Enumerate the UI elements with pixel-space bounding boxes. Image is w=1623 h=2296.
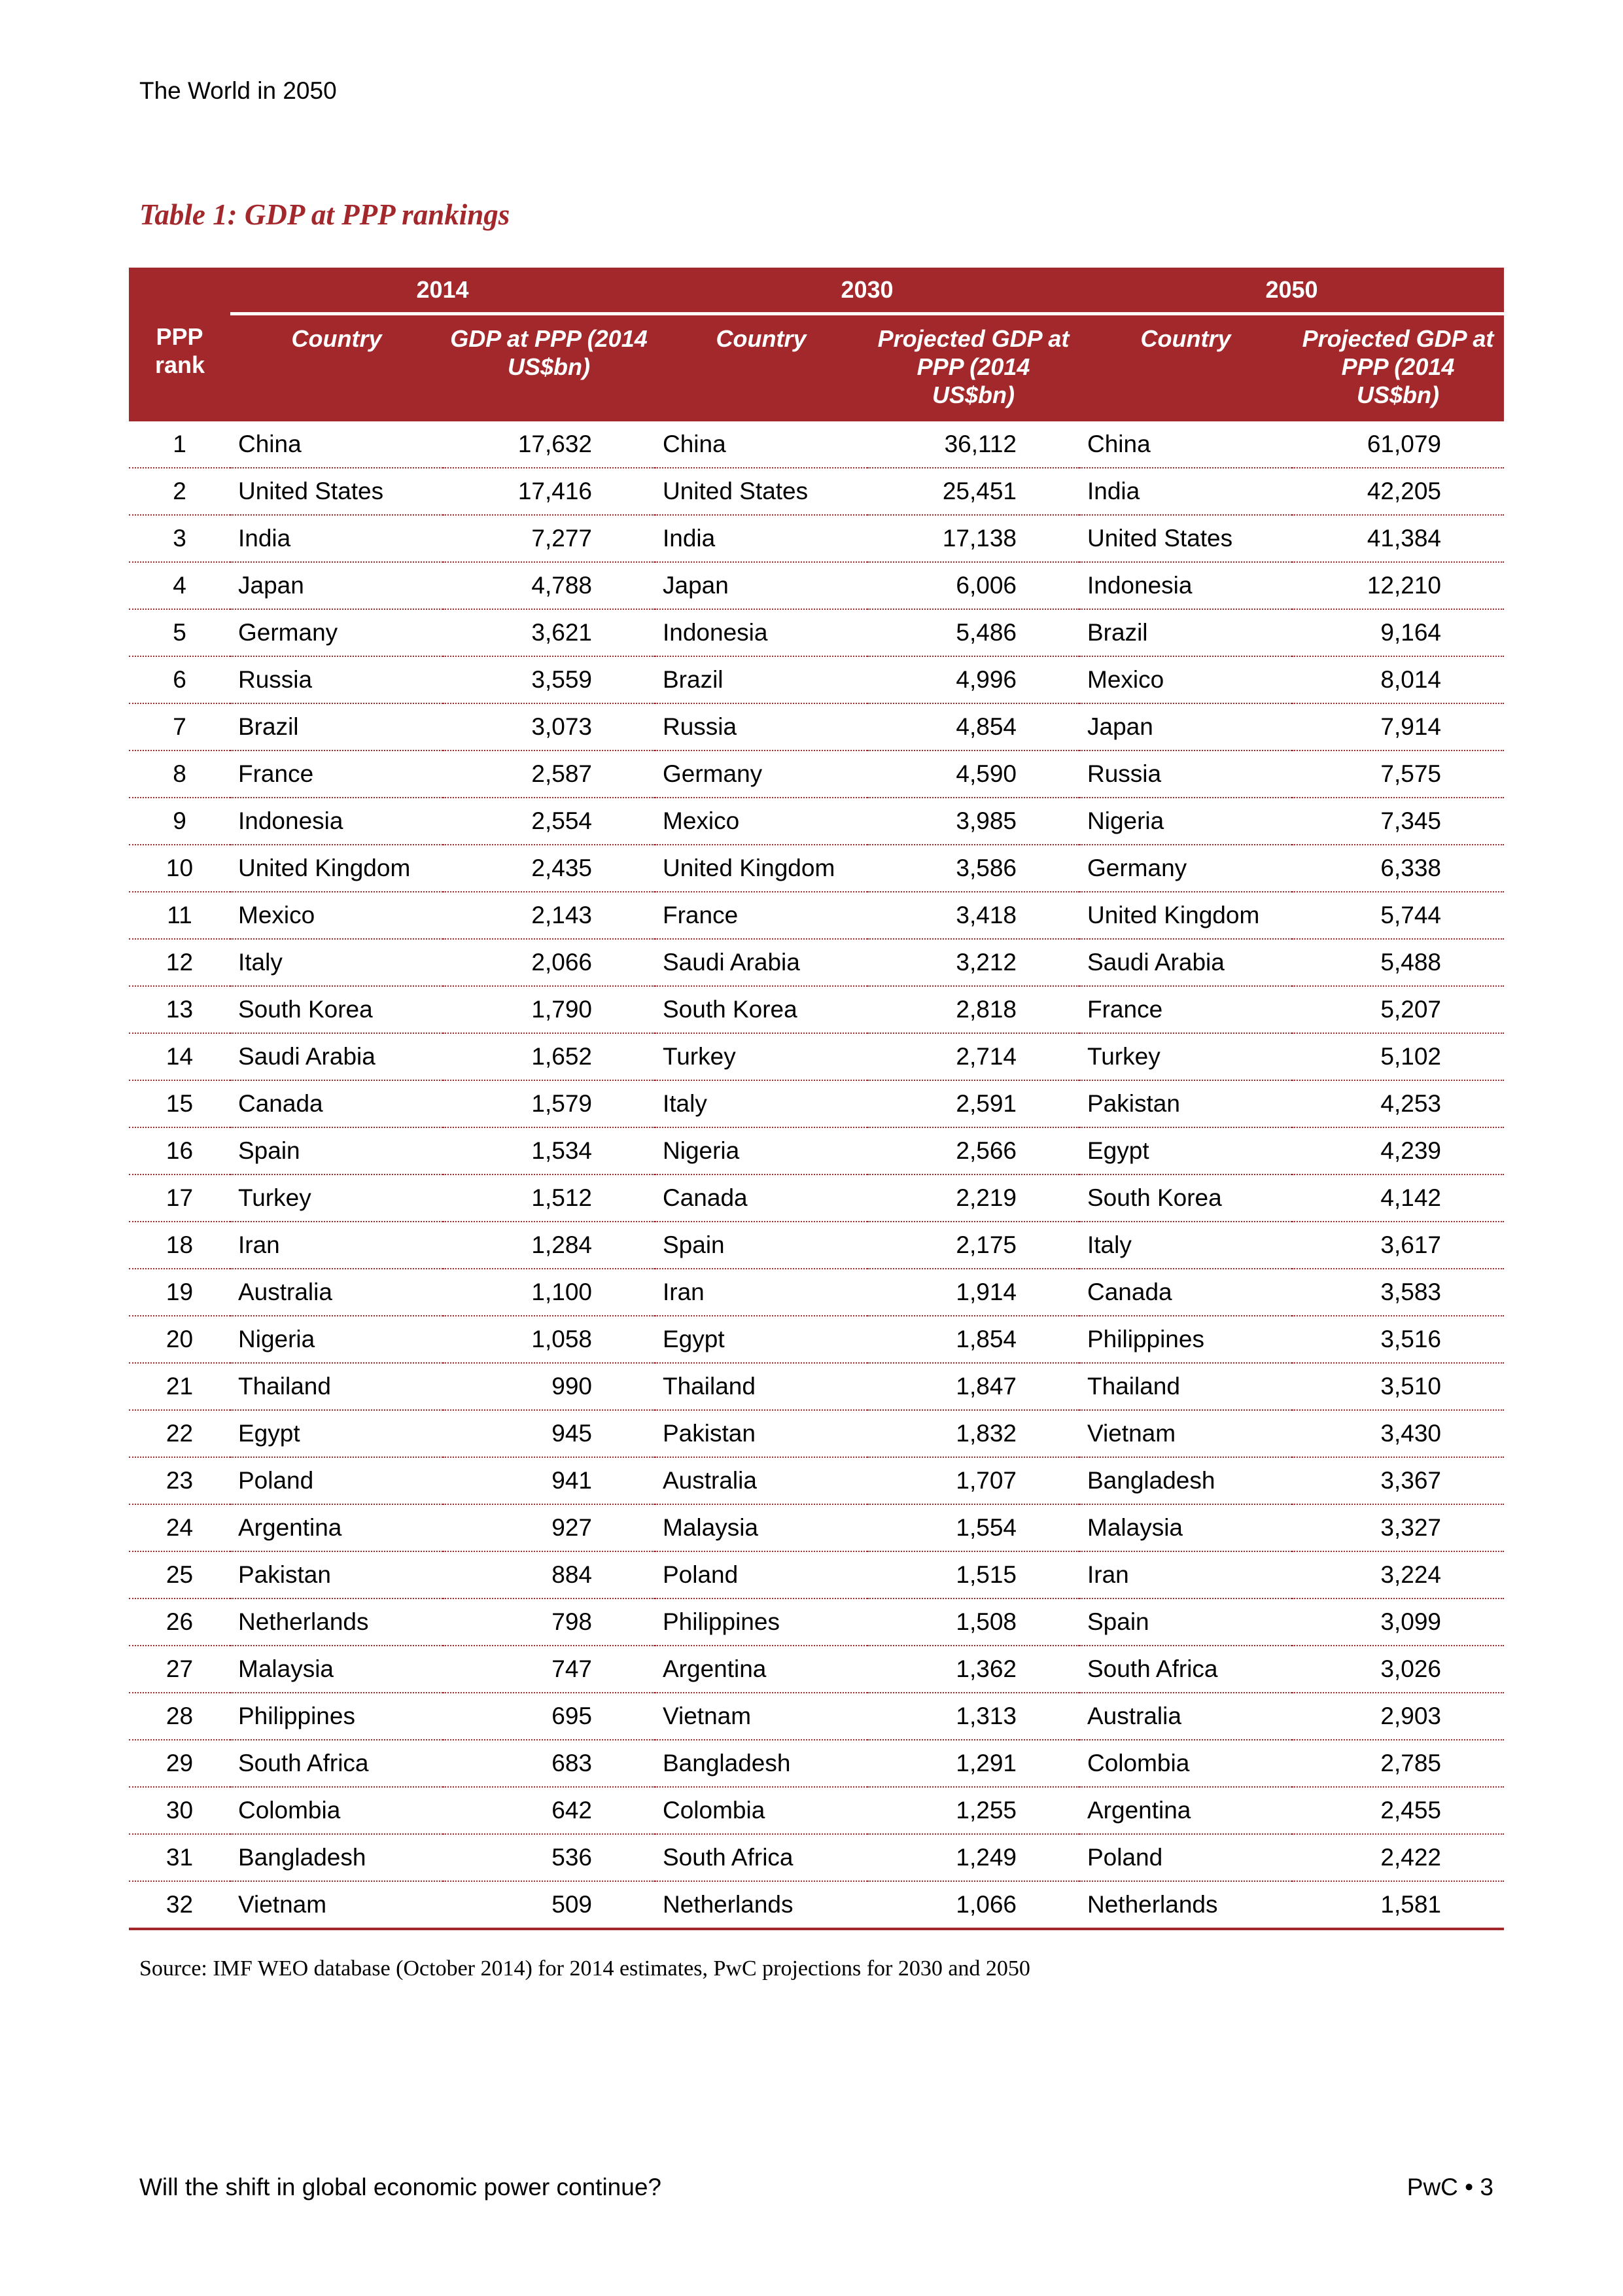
gdp-2014-cell: 884: [443, 1551, 655, 1598]
gdp-2014-cell: 536: [443, 1834, 655, 1881]
gdp-2030-cell: 1,066: [867, 1881, 1079, 1929]
country-2050-cell: Argentina: [1079, 1787, 1292, 1834]
gdp-2014-cell: 509: [443, 1881, 655, 1929]
table-row: [129, 1504, 1504, 1551]
country-2014-cell: Spain: [230, 1127, 443, 1174]
country-2050-cell: Vietnam: [1079, 1410, 1292, 1457]
gdp-2030-cell: 1,515: [867, 1551, 1079, 1598]
gdp-2030-cell: 2,175: [867, 1222, 1079, 1269]
country-2014-cell: Pakistan: [230, 1551, 443, 1598]
rank-cell: 31: [129, 1834, 230, 1881]
country-2050-cell: Russia: [1079, 751, 1292, 798]
gdp-2014-cell: 1,790: [443, 986, 655, 1033]
country-2050-cell: Japan: [1079, 703, 1292, 751]
country-2014-cell: Poland: [230, 1457, 443, 1504]
country-2030-cell: Egypt: [655, 1316, 867, 1363]
country-2050-cell: Thailand: [1079, 1363, 1292, 1410]
country-2050-cell: China: [1079, 421, 1292, 468]
country-2050-cell: Indonesia: [1079, 562, 1292, 609]
gdp-2030-cell: 1,255: [867, 1787, 1079, 1834]
country-2050-cell: Australia: [1079, 1693, 1292, 1740]
country-2050-cell: Nigeria: [1079, 798, 1292, 845]
country-2014-cell: India: [230, 515, 443, 562]
table-row: [129, 1787, 1504, 1834]
gdp-2030-cell: 2,566: [867, 1127, 1079, 1174]
country-2050-cell: Colombia: [1079, 1740, 1292, 1787]
country-2030-cell: Canada: [655, 1174, 867, 1222]
gdp-2030-cell: 4,854: [867, 703, 1079, 751]
country-2014-cell: United Kingdom: [230, 845, 443, 892]
gdp-2014-cell: 2,554: [443, 798, 655, 845]
table-row: [129, 1363, 1504, 1410]
rank-cell: 19: [129, 1269, 230, 1316]
country-2030-cell: Spain: [655, 1222, 867, 1269]
table-row: [129, 1457, 1504, 1504]
country-2050-cell: Egypt: [1079, 1127, 1292, 1174]
gdp-2050-cell: 3,026: [1292, 1646, 1504, 1693]
country-2050-cell: France: [1079, 986, 1292, 1033]
country-2050-cell: South Africa: [1079, 1646, 1292, 1693]
gdp-2030-cell: 1,914: [867, 1269, 1079, 1316]
table-row: [129, 468, 1504, 515]
country-2014-cell: Italy: [230, 939, 443, 986]
table-row: [129, 845, 1504, 892]
rank-cell: 2: [129, 468, 230, 515]
table-row: [129, 1551, 1504, 1598]
country-2030-cell: Italy: [655, 1080, 867, 1127]
country-2030-cell: Australia: [655, 1457, 867, 1504]
table-row: [129, 1834, 1504, 1881]
gdp-2050-cell: 5,744: [1292, 892, 1504, 939]
country-2050-cell: Germany: [1079, 845, 1292, 892]
country-2030-cell: Brazil: [655, 656, 867, 703]
gdp-2030-cell: 1,362: [867, 1646, 1079, 1693]
gdp-2014-cell: 1,058: [443, 1316, 655, 1363]
country-2014-cell: Malaysia: [230, 1646, 443, 1693]
country-2030-cell: India: [655, 515, 867, 562]
table-row: [129, 562, 1504, 609]
country-2050-cell: Poland: [1079, 1834, 1292, 1881]
gdp-2050-cell: 7,914: [1292, 703, 1504, 751]
rank-cell: 17: [129, 1174, 230, 1222]
country-2030-cell: Bangladesh: [655, 1740, 867, 1787]
table-row: [129, 751, 1504, 798]
country-2030-cell: United States: [655, 468, 867, 515]
rank-cell: 1: [129, 421, 230, 468]
country-2014-cell: Philippines: [230, 1693, 443, 1740]
gdp-2030-cell: 36,112: [867, 421, 1079, 468]
table-row: [129, 798, 1504, 845]
rank-cell: 23: [129, 1457, 230, 1504]
country-2030-cell: Mexico: [655, 798, 867, 845]
table-row: [129, 1646, 1504, 1693]
gdp-2030-cell: 2,591: [867, 1080, 1079, 1127]
rank-cell: 5: [129, 609, 230, 656]
year-header-2030: 2030: [655, 268, 1079, 314]
country-2014-cell: Colombia: [230, 1787, 443, 1834]
table-row: [129, 703, 1504, 751]
gdp-2030-cell: 1,707: [867, 1457, 1079, 1504]
gdp-2030-cell: 1,291: [867, 1740, 1079, 1787]
table-row: [129, 421, 1504, 468]
rank-cell: 24: [129, 1504, 230, 1551]
source-note: Source: IMF WEO database (October 2014) for 2014 estimates, PwC projections for 2030 and 2050: [139, 1956, 1030, 1981]
rank-cell: 7: [129, 703, 230, 751]
table-row: [129, 1033, 1504, 1080]
gdp-2030-cell: 2,818: [867, 986, 1079, 1033]
gdp-2014-cell: 990: [443, 1363, 655, 1410]
country-2030-cell: Argentina: [655, 1646, 867, 1693]
table-row: [129, 515, 1504, 562]
gdp-2030-cell: 5,486: [867, 609, 1079, 656]
country-2050-cell: Saudi Arabia: [1079, 939, 1292, 986]
gdp-2050-cell: 6,338: [1292, 845, 1504, 892]
country-2050-cell: Pakistan: [1079, 1080, 1292, 1127]
table-body: [129, 421, 1504, 1929]
gdp-2030-cell: 1,508: [867, 1598, 1079, 1646]
gdp-2014-cell: 3,559: [443, 656, 655, 703]
gdp-2014-cell: 17,632: [443, 421, 655, 468]
country-2014-cell: Turkey: [230, 1174, 443, 1222]
gdp-2030-cell: 1,313: [867, 1693, 1079, 1740]
gdp-2050-cell: 5,488: [1292, 939, 1504, 986]
table-row: [129, 939, 1504, 986]
country-2014-cell: Russia: [230, 656, 443, 703]
country-2050-cell: India: [1079, 468, 1292, 515]
country-2030-cell: Turkey: [655, 1033, 867, 1080]
country-2030-cell: South Africa: [655, 1834, 867, 1881]
gdp-2030-cell: 1,249: [867, 1834, 1079, 1881]
country-2030-cell: Poland: [655, 1551, 867, 1598]
gdp-2050-cell: 3,099: [1292, 1598, 1504, 1646]
gdp-2014-cell: 17,416: [443, 468, 655, 515]
gdp-header-2014: GDP at PPP (2014 US$bn): [443, 314, 655, 422]
table-row: [129, 1269, 1504, 1316]
gdp-2050-cell: 42,205: [1292, 468, 1504, 515]
country-2050-cell: Italy: [1079, 1222, 1292, 1269]
country-2050-cell: Canada: [1079, 1269, 1292, 1316]
country-2014-cell: Canada: [230, 1080, 443, 1127]
country-2014-cell: Mexico: [230, 892, 443, 939]
country-2014-cell: Egypt: [230, 1410, 443, 1457]
country-2030-cell: South Korea: [655, 986, 867, 1033]
gdp-header-2030: Projected GDP at PPP (2014 US$bn): [867, 314, 1079, 422]
gdp-2050-cell: 4,142: [1292, 1174, 1504, 1222]
rank-cell: 30: [129, 1787, 230, 1834]
rank-cell: 3: [129, 515, 230, 562]
country-2014-cell: Saudi Arabia: [230, 1033, 443, 1080]
gdp-2050-cell: 9,164: [1292, 609, 1504, 656]
country-2050-cell: Philippines: [1079, 1316, 1292, 1363]
country-2050-cell: Brazil: [1079, 609, 1292, 656]
year-header-row: [129, 268, 1504, 314]
country-2030-cell: France: [655, 892, 867, 939]
country-2050-cell: United Kingdom: [1079, 892, 1292, 939]
table-row: [129, 1740, 1504, 1787]
country-2030-cell: Pakistan: [655, 1410, 867, 1457]
rank-cell: 9: [129, 798, 230, 845]
gdp-2014-cell: 945: [443, 1410, 655, 1457]
country-2030-cell: China: [655, 421, 867, 468]
year-header-2014: 2014: [230, 268, 655, 314]
rank-cell: 18: [129, 1222, 230, 1269]
gdp-2014-cell: 695: [443, 1693, 655, 1740]
gdp-2050-cell: 3,224: [1292, 1551, 1504, 1598]
country-2014-cell: Argentina: [230, 1504, 443, 1551]
rank-cell: 15: [129, 1080, 230, 1127]
column-header-row: [129, 314, 1504, 422]
country-2014-cell: France: [230, 751, 443, 798]
rank-cell: 13: [129, 986, 230, 1033]
gdp-2014-cell: 747: [443, 1646, 655, 1693]
footer-page-number: PwC • 3: [1406, 2174, 1493, 2200]
country-header-2050: Country: [1079, 314, 1292, 422]
country-2030-cell: Netherlands: [655, 1881, 867, 1929]
country-2014-cell: United States: [230, 468, 443, 515]
gdp-2030-cell: 1,847: [867, 1363, 1079, 1410]
country-2014-cell: Nigeria: [230, 1316, 443, 1363]
gdp-2050-cell: 4,253: [1292, 1080, 1504, 1127]
gdp-2050-cell: 5,102: [1292, 1033, 1504, 1080]
table-row: [129, 986, 1504, 1033]
rank-cell: 22: [129, 1410, 230, 1457]
table-row: [129, 1598, 1504, 1646]
gdp-2050-cell: 5,207: [1292, 986, 1504, 1033]
gdp-2050-cell: 41,384: [1292, 515, 1504, 562]
country-2030-cell: Germany: [655, 751, 867, 798]
gdp-2030-cell: 1,832: [867, 1410, 1079, 1457]
gdp-2050-cell: 3,367: [1292, 1457, 1504, 1504]
gdp-2030-cell: 1,554: [867, 1504, 1079, 1551]
gdp-2030-cell: 17,138: [867, 515, 1079, 562]
country-2030-cell: Japan: [655, 562, 867, 609]
rank-cell: 16: [129, 1127, 230, 1174]
country-2014-cell: Brazil: [230, 703, 443, 751]
country-2014-cell: Australia: [230, 1269, 443, 1316]
table-row: [129, 1410, 1504, 1457]
table-row: [129, 1174, 1504, 1222]
country-2014-cell: Thailand: [230, 1363, 443, 1410]
rank-cell: 12: [129, 939, 230, 986]
gdp-2050-cell: 61,079: [1292, 421, 1504, 468]
year-header-2050: 2050: [1079, 268, 1504, 314]
rank-cell: 8: [129, 751, 230, 798]
country-2030-cell: Colombia: [655, 1787, 867, 1834]
country-2030-cell: Iran: [655, 1269, 867, 1316]
country-header-2014: Country: [230, 314, 443, 422]
gdp-2050-cell: 3,510: [1292, 1363, 1504, 1410]
gdp-2014-cell: 1,579: [443, 1080, 655, 1127]
gdp-header-2050: Projected GDP at PPP (2014 US$bn): [1292, 314, 1504, 422]
table-row: [129, 892, 1504, 939]
country-2014-cell: Iran: [230, 1222, 443, 1269]
table-row: [129, 656, 1504, 703]
gdp-2030-cell: 3,985: [867, 798, 1079, 845]
rank-cell: 14: [129, 1033, 230, 1080]
gdp-ranking-table: [129, 268, 1504, 1930]
gdp-2050-cell: 3,516: [1292, 1316, 1504, 1363]
country-2014-cell: China: [230, 421, 443, 468]
country-2014-cell: Indonesia: [230, 798, 443, 845]
gdp-2014-cell: 2,587: [443, 751, 655, 798]
rank-cell: 11: [129, 892, 230, 939]
table-row: [129, 1080, 1504, 1127]
gdp-2050-cell: 3,617: [1292, 1222, 1504, 1269]
rank-cell: 27: [129, 1646, 230, 1693]
country-2030-cell: Nigeria: [655, 1127, 867, 1174]
gdp-2030-cell: 25,451: [867, 468, 1079, 515]
gdp-2050-cell: 3,583: [1292, 1269, 1504, 1316]
country-2050-cell: South Korea: [1079, 1174, 1292, 1222]
gdp-2050-cell: 3,430: [1292, 1410, 1504, 1457]
country-header-2030: Country: [655, 314, 867, 422]
gdp-2030-cell: 3,418: [867, 892, 1079, 939]
country-2050-cell: Netherlands: [1079, 1881, 1292, 1929]
gdp-2030-cell: 6,006: [867, 562, 1079, 609]
rank-cell: 25: [129, 1551, 230, 1598]
country-2014-cell: Netherlands: [230, 1598, 443, 1646]
gdp-2014-cell: 1,512: [443, 1174, 655, 1222]
gdp-2050-cell: 1,581: [1292, 1881, 1504, 1929]
country-2030-cell: Philippines: [655, 1598, 867, 1646]
country-2014-cell: South Korea: [230, 986, 443, 1033]
table-row: [129, 1127, 1504, 1174]
rank-header: PPP rank: [129, 268, 230, 421]
gdp-2030-cell: 1,854: [867, 1316, 1079, 1363]
gdp-2050-cell: 2,903: [1292, 1693, 1504, 1740]
gdp-2030-cell: 2,219: [867, 1174, 1079, 1222]
gdp-2050-cell: 2,785: [1292, 1740, 1504, 1787]
gdp-2050-cell: 4,239: [1292, 1127, 1504, 1174]
country-2050-cell: Malaysia: [1079, 1504, 1292, 1551]
gdp-2030-cell: 4,996: [867, 656, 1079, 703]
country-2050-cell: Mexico: [1079, 656, 1292, 703]
country-2014-cell: Japan: [230, 562, 443, 609]
gdp-2050-cell: 2,422: [1292, 1834, 1504, 1881]
rank-cell: 20: [129, 1316, 230, 1363]
gdp-2050-cell: 7,345: [1292, 798, 1504, 845]
table-row: [129, 609, 1504, 656]
country-2030-cell: Indonesia: [655, 609, 867, 656]
country-2030-cell: Vietnam: [655, 1693, 867, 1740]
gdp-2050-cell: 8,014: [1292, 656, 1504, 703]
gdp-2014-cell: 2,143: [443, 892, 655, 939]
gdp-2014-cell: 1,100: [443, 1269, 655, 1316]
rank-cell: 4: [129, 562, 230, 609]
rank-cell: 29: [129, 1740, 230, 1787]
gdp-2014-cell: 1,284: [443, 1222, 655, 1269]
rank-cell: 6: [129, 656, 230, 703]
gdp-2014-cell: 927: [443, 1504, 655, 1551]
gdp-2014-cell: 683: [443, 1740, 655, 1787]
country-2030-cell: Russia: [655, 703, 867, 751]
gdp-2014-cell: 941: [443, 1457, 655, 1504]
table-title: Table 1: GDP at PPP rankings: [139, 198, 510, 231]
footer-title: Will the shift in global economic power continue?: [139, 2174, 661, 2200]
rank-cell: 32: [129, 1881, 230, 1929]
country-2050-cell: United States: [1079, 515, 1292, 562]
gdp-2014-cell: 3,621: [443, 609, 655, 656]
country-2014-cell: Vietnam: [230, 1881, 443, 1929]
table-row: [129, 1693, 1504, 1740]
gdp-2014-cell: 4,788: [443, 562, 655, 609]
rank-cell: 21: [129, 1363, 230, 1410]
table-row: [129, 1316, 1504, 1363]
rank-cell: 26: [129, 1598, 230, 1646]
country-2014-cell: Germany: [230, 609, 443, 656]
gdp-2014-cell: 798: [443, 1598, 655, 1646]
gdp-2014-cell: 1,652: [443, 1033, 655, 1080]
country-2030-cell: Saudi Arabia: [655, 939, 867, 986]
gdp-2030-cell: 3,586: [867, 845, 1079, 892]
gdp-2030-cell: 4,590: [867, 751, 1079, 798]
rank-cell: 10: [129, 845, 230, 892]
country-2030-cell: Malaysia: [655, 1504, 867, 1551]
gdp-2050-cell: 2,455: [1292, 1787, 1504, 1834]
gdp-2014-cell: 1,534: [443, 1127, 655, 1174]
gdp-2014-cell: 2,435: [443, 845, 655, 892]
country-2050-cell: Turkey: [1079, 1033, 1292, 1080]
gdp-2030-cell: 3,212: [867, 939, 1079, 986]
table-row: [129, 1222, 1504, 1269]
country-2050-cell: Spain: [1079, 1598, 1292, 1646]
rank-cell: 28: [129, 1693, 230, 1740]
country-2050-cell: Iran: [1079, 1551, 1292, 1598]
country-2030-cell: Thailand: [655, 1363, 867, 1410]
gdp-2014-cell: 642: [443, 1787, 655, 1834]
gdp-2050-cell: 7,575: [1292, 751, 1504, 798]
gdp-2014-cell: 3,073: [443, 703, 655, 751]
table-row: [129, 1881, 1504, 1929]
country-2014-cell: South Africa: [230, 1740, 443, 1787]
running-head: The World in 2050: [139, 77, 337, 104]
country-2050-cell: Bangladesh: [1079, 1457, 1292, 1504]
gdp-2030-cell: 2,714: [867, 1033, 1079, 1080]
gdp-2014-cell: 7,277: [443, 515, 655, 562]
country-2030-cell: United Kingdom: [655, 845, 867, 892]
gdp-2014-cell: 2,066: [443, 939, 655, 986]
country-2014-cell: Bangladesh: [230, 1834, 443, 1881]
gdp-2050-cell: 12,210: [1292, 562, 1504, 609]
gdp-2050-cell: 3,327: [1292, 1504, 1504, 1551]
